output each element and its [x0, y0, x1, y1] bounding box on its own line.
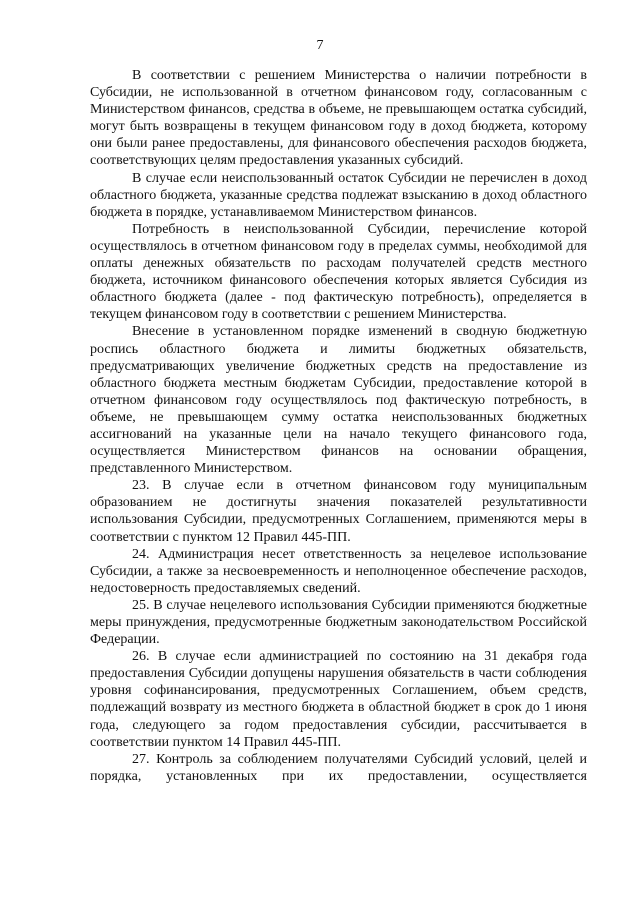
paragraph-item-24: 24. Администрация несет ответственность за нецелевое использование Субсидии, а также за несвоевременность и неполноценное обеспечение расходов, недостоверность предоставляемых сведений. — [90, 546, 587, 596]
paragraph-item-26: 26. В случае если администрацией по состоянию на 31 декабря года предоставления Субсидии допущены нарушения обязательств в части соблюдения уровня софинансирования, предусмотренных Соглашением, объем средств, подлежащий возврату из местного бюджета в областной бюджет в срок до 1 июня года, следующего за годом предоставления субсидии, рассчитывается в соответствии пунктом 14 Правил 445-ПП. — [90, 649, 587, 750]
paragraph-subsidy-return: В соответствии с решением Министерства о наличии потребности в Субсидии, не использованной в отчетном финансовом году, согласованным с Министерством финансов, средства в объеме, не превышающем остатка субсидий, могут быть возвращены в текущем финансовом году в доход бюджета, которому они были ранее предоставлены, для финансового обеспечения расходов бюджета, соответствующих целям предоставления указанных субсидий. — [90, 68, 587, 169]
page-number: 7 — [316, 38, 324, 53]
paragraph-unused-balance: В случае если неиспользованный остаток Субсидии не перечислен в доход областного бюджета, указанные средства подлежат взысканию в доход областного бюджета в порядке, устанавливаемом Министерством финансов. — [90, 170, 587, 220]
paragraph-item-23: 23. В случае если в отчетном финансовом году муниципальным образованием не достигнуты значения показателей результативности использования Субсидии, предусмотренных Соглашением, применяются меры в соответствии с пунктом 12 Правил 445-ПП. — [90, 478, 587, 545]
document-body — [90, 67, 587, 785]
paragraph-actual-need: Потребность в неиспользованной Субсидии, перечисление которой осуществлялось в отчетном финансовом году в пределах суммы, необходимой для оплаты денежных обязательств по расходам получателей средств местного бюджета, источником финансового обеспечения которых является Субсидия из областного бюджета (далее - под фактическую потребность), определяется в текущем финансовом году в соответствии с решением Министерства. — [90, 221, 587, 323]
paragraph-budget-changes: Внесение в установленном порядке изменений в сводную бюджетную роспись областного бюджета и лимиты бюджетных обязательств, предусматривающих увеличение бюджетных средств на предоставление из областного бюджета местным бюджетам Субсидии, предоставление которой в отчетном финансовом году осуществлялось под фактическую потребность, в объеме, не превышающем сумму остатка неиспользованных бюджетных ассигнований на указанные цели на начало текущего финансового года, осуществляется Министерством финансов на основании обращения, представленного Министерством. — [90, 324, 587, 477]
paragraph-item-25: 25. В случае нецелевого использования Субсидии применяются бюджетные меры принуждения, предусмотренные бюджетным законодательством Российской Федерации. — [90, 597, 587, 648]
paragraph-item-27: 27. Контроль за соблюдением получателями Субсидий условий, целей и порядка, установленных при их предоставлении, осуществляется — [90, 751, 587, 784]
